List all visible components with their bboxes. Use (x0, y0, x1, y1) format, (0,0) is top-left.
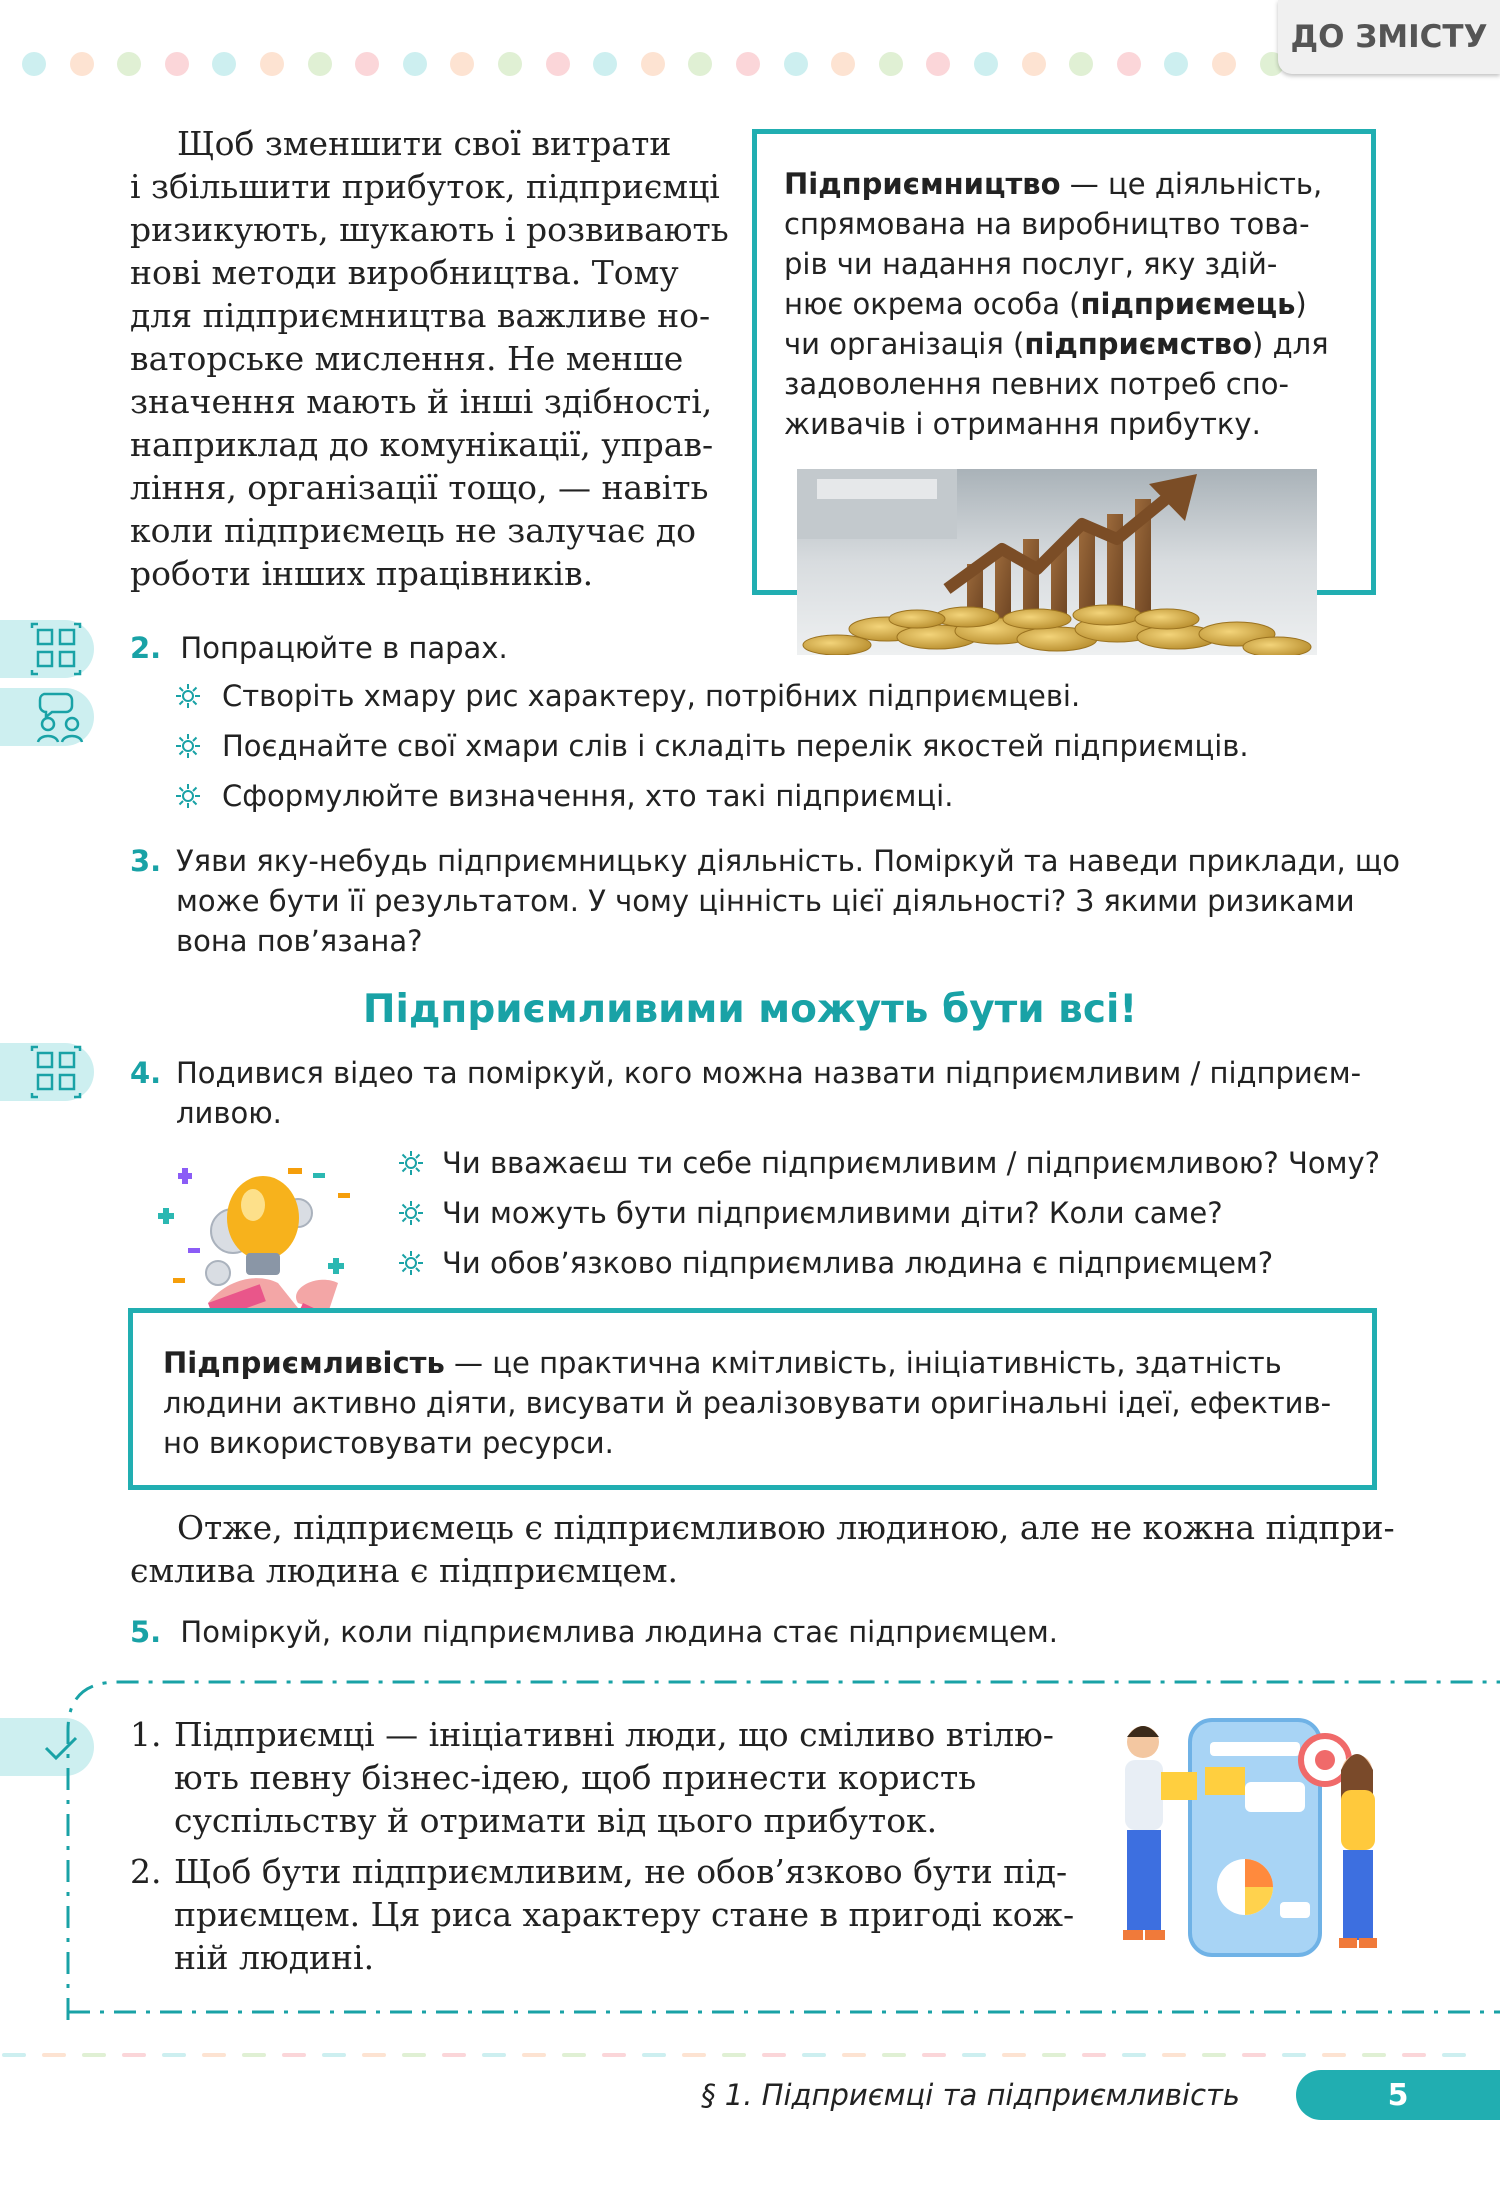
definition-line (784, 164, 1322, 204)
intro-line: і збільшити прибуток, підприємці (130, 167, 720, 206)
intro-line: ління, організації тощо, — навіть (130, 468, 709, 507)
decorative-dash (962, 2053, 986, 2057)
task-line: ливою. (176, 1096, 282, 1130)
intro-line: ваторське мислення. Не менше (130, 339, 684, 378)
list-item: Сформулюйте визначення, хто такі підприємці. (222, 779, 954, 813)
decorative-dot (593, 52, 617, 76)
decorative-dot (641, 52, 665, 76)
qr-code-icon-graphic (0, 620, 94, 678)
decorative-dash (762, 2053, 786, 2057)
decorative-dash (282, 2053, 306, 2057)
list-item: Чи можуть бути підприємливими діти? Коли саме? (442, 1196, 1223, 1230)
summary-line: суспільству й отримати від цього прибуток. (174, 1801, 938, 1840)
decorative-dot (831, 52, 855, 76)
intro-line: ризикують, шукають і розвивають (130, 210, 729, 249)
task-number: 5. (130, 1615, 162, 1649)
decorative-dash (402, 2053, 426, 2057)
decorative-dot (260, 52, 284, 76)
definition-line: рів чи надання послуг, яку здій- (784, 247, 1278, 281)
task-line: вона пов’язана? (176, 924, 423, 958)
summary-number: 2. (130, 1852, 162, 1891)
qr-code-icon[interactable] (0, 1043, 94, 1101)
decorative-dash (1082, 2053, 1106, 2057)
definition-line-text: чи організація ( (784, 327, 1025, 361)
decorative-dash (682, 2053, 706, 2057)
decorative-dot (926, 52, 950, 76)
intro-line: Щоб зменшити свої витрати (177, 124, 672, 163)
definition-line: живачів і отримання прибутку. (784, 407, 1261, 441)
decorative-dash (1442, 2053, 1466, 2057)
decorative-dot (1164, 52, 1188, 76)
decorative-dot (879, 52, 903, 76)
decorative-dot (736, 52, 760, 76)
definition-term: Підприємливість (163, 1346, 445, 1380)
sun-bullet-icon (398, 1150, 424, 1176)
decorative-dash (922, 2053, 946, 2057)
intro-line: нові методи виробництва. Тому (130, 253, 679, 292)
task-number: 3. (130, 844, 162, 878)
decorative-dash (442, 2053, 466, 2057)
decorative-dash (522, 2053, 546, 2057)
task-line: може бути її результатом. У чому цінність цієї діяльності? З якими ризиками (176, 884, 1355, 918)
qr-code-icon-graphic (0, 1043, 94, 1101)
list-item: Створіть хмару рис характеру, потрібних підприємцеві. (222, 679, 1081, 713)
decorative-dot (212, 52, 236, 76)
definition-line-text: ) для (1252, 327, 1329, 361)
decorative-dash (1122, 2053, 1146, 2057)
decorative-dot (22, 52, 46, 76)
decorative-dash (1402, 2053, 1426, 2057)
definition-line-text: — це діяльність, (1060, 167, 1323, 201)
intro-line: значення мають й інші здібності, (130, 382, 713, 421)
people-talking-icon (0, 688, 94, 746)
decorative-dot (308, 52, 332, 76)
list-item: Чи вважаєш ти себе підприємливим / підприємливою? Чому? (442, 1146, 1381, 1180)
definition-subterm: підприємець (1080, 287, 1296, 321)
decorative-dash (722, 2053, 746, 2057)
decorative-dot (1022, 52, 1046, 76)
decorative-dash (1162, 2053, 1186, 2057)
decorative-dash (2, 2053, 26, 2057)
phone-people-illustration (1095, 1712, 1395, 1968)
task-title: Попрацюйте в парах. (180, 631, 508, 665)
summary-number: 1. (130, 1715, 162, 1754)
task-number: 2. (130, 631, 162, 665)
summary-line: ють певну бізнес-ідею, щоб принести користь (174, 1758, 977, 1797)
definition-line: спрямована на виробництво това- (784, 207, 1310, 241)
conclusion-line: Отже, підприємець є підприємливою людиною, але не кожна підпри- (177, 1508, 1395, 1547)
decorative-dash (322, 2053, 346, 2057)
decorative-dash (82, 2053, 106, 2057)
decorative-dash (1002, 2053, 1026, 2057)
qr-code-icon[interactable] (0, 620, 94, 678)
decorative-dash (122, 2053, 146, 2057)
decorative-dot (355, 52, 379, 76)
toc-button[interactable]: ДО ЗМІСТУ (1278, 0, 1500, 74)
pair-work-icon (0, 688, 94, 746)
definition-term: Підприємництво (784, 167, 1061, 201)
section-heading: Підприємливими можуть бути всі! (362, 987, 1138, 1032)
decorative-dash (482, 2053, 506, 2057)
list-item: Поєднайте свої хмари слів і складіть перелік якостей підприємців. (222, 729, 1249, 763)
summary-line: ній людині. (174, 1938, 375, 1977)
lightbulb-gears-illustration (148, 1153, 368, 1328)
definition-line (784, 324, 1329, 364)
decorative-dot (1212, 52, 1236, 76)
decorative-dash (202, 2053, 226, 2057)
decorative-dash (362, 2053, 386, 2057)
decorative-dot (498, 52, 522, 76)
decorative-dot (70, 52, 94, 76)
decorative-dot (784, 52, 808, 76)
definition-line: людини активно діяти, висувати й реалізовувати оригінальні ідеї, ефектив- (163, 1386, 1332, 1420)
footer-section-title: § 1. Підприємці та підприємливість (701, 2078, 1240, 2112)
summary-line: приємцем. Ця риса характеру стане в пригоді кож- (174, 1895, 1075, 1934)
decorative-dot (974, 52, 998, 76)
decorative-dash (162, 2053, 186, 2057)
definition-line (163, 1343, 1282, 1383)
decorative-dot (1069, 52, 1093, 76)
task-5 (130, 1612, 1058, 1652)
decorative-dot (165, 52, 189, 76)
decorative-dash (42, 2053, 66, 2057)
decorative-dot (1117, 52, 1141, 76)
list-item: Чи обов’язково підприємлива людина є підприємцем? (442, 1246, 1274, 1280)
decorative-dash (242, 2053, 266, 2057)
decorative-dash (642, 2053, 666, 2057)
sun-bullet-icon (175, 683, 201, 709)
definition-subterm: підприємство (1024, 327, 1253, 361)
definition-line-text: — це практична кмітливість, ініціативність, здатність (444, 1346, 1282, 1380)
decorative-dash (1042, 2053, 1066, 2057)
sun-bullet-icon (398, 1250, 424, 1276)
decorative-dash (602, 2053, 626, 2057)
decorative-dash (1202, 2053, 1226, 2057)
sun-bullet-icon (398, 1200, 424, 1226)
intro-line: роботи інших працівників. (130, 554, 594, 593)
task-line: Подивися відео та поміркуй, кого можна назвати підприємливим / підприєм- (176, 1056, 1362, 1090)
decorative-dash (1322, 2053, 1346, 2057)
definition-line-text: ) (1295, 287, 1307, 321)
task-line: Уяви яку-небудь підприємницьку діяльність. Поміркуй та наведи приклади, що (176, 844, 1400, 878)
sun-bullet-icon (175, 783, 201, 809)
task-text: Поміркуй, коли підприємлива людина стає підприємцем. (180, 1615, 1058, 1649)
decorative-dash (1242, 2053, 1266, 2057)
decorative-dash (562, 2053, 586, 2057)
definition-line (784, 284, 1307, 324)
decorative-dot (546, 52, 570, 76)
task-2 (130, 628, 508, 668)
summary-line: Підприємці — ініціативні люди, що сміливо втілю- (174, 1715, 1054, 1754)
conclusion-line: ємлива людина є підприємцем. (130, 1551, 679, 1590)
decorative-dash (842, 2053, 866, 2057)
intro-line: коли підприємець не залучає до (130, 511, 696, 550)
definition-line: но використовувати ресурси. (163, 1426, 614, 1460)
intro-line: для підприємництва важливе но- (130, 296, 711, 335)
sun-bullet-icon (175, 733, 201, 759)
page-number: 5 (1296, 2070, 1500, 2120)
summary-line: Щоб бути підприємливим, не обов’язково бути під- (174, 1852, 1068, 1891)
decorative-dash (1362, 2053, 1386, 2057)
decorative-dash (802, 2053, 826, 2057)
decorative-dash (882, 2053, 906, 2057)
decorative-dot (688, 52, 712, 76)
definition-line: задоволення певних потреб спо- (784, 367, 1289, 401)
intro-line: наприклад до комунікації, управ- (130, 425, 714, 464)
decorative-dot (403, 52, 427, 76)
decorative-dash (1282, 2053, 1306, 2057)
task-number: 4. (130, 1056, 162, 1090)
definition-line-text: нює окрема особа ( (784, 287, 1081, 321)
coins-growth-chart-image (797, 469, 1317, 655)
decorative-dot (450, 52, 474, 76)
decorative-dot (117, 52, 141, 76)
